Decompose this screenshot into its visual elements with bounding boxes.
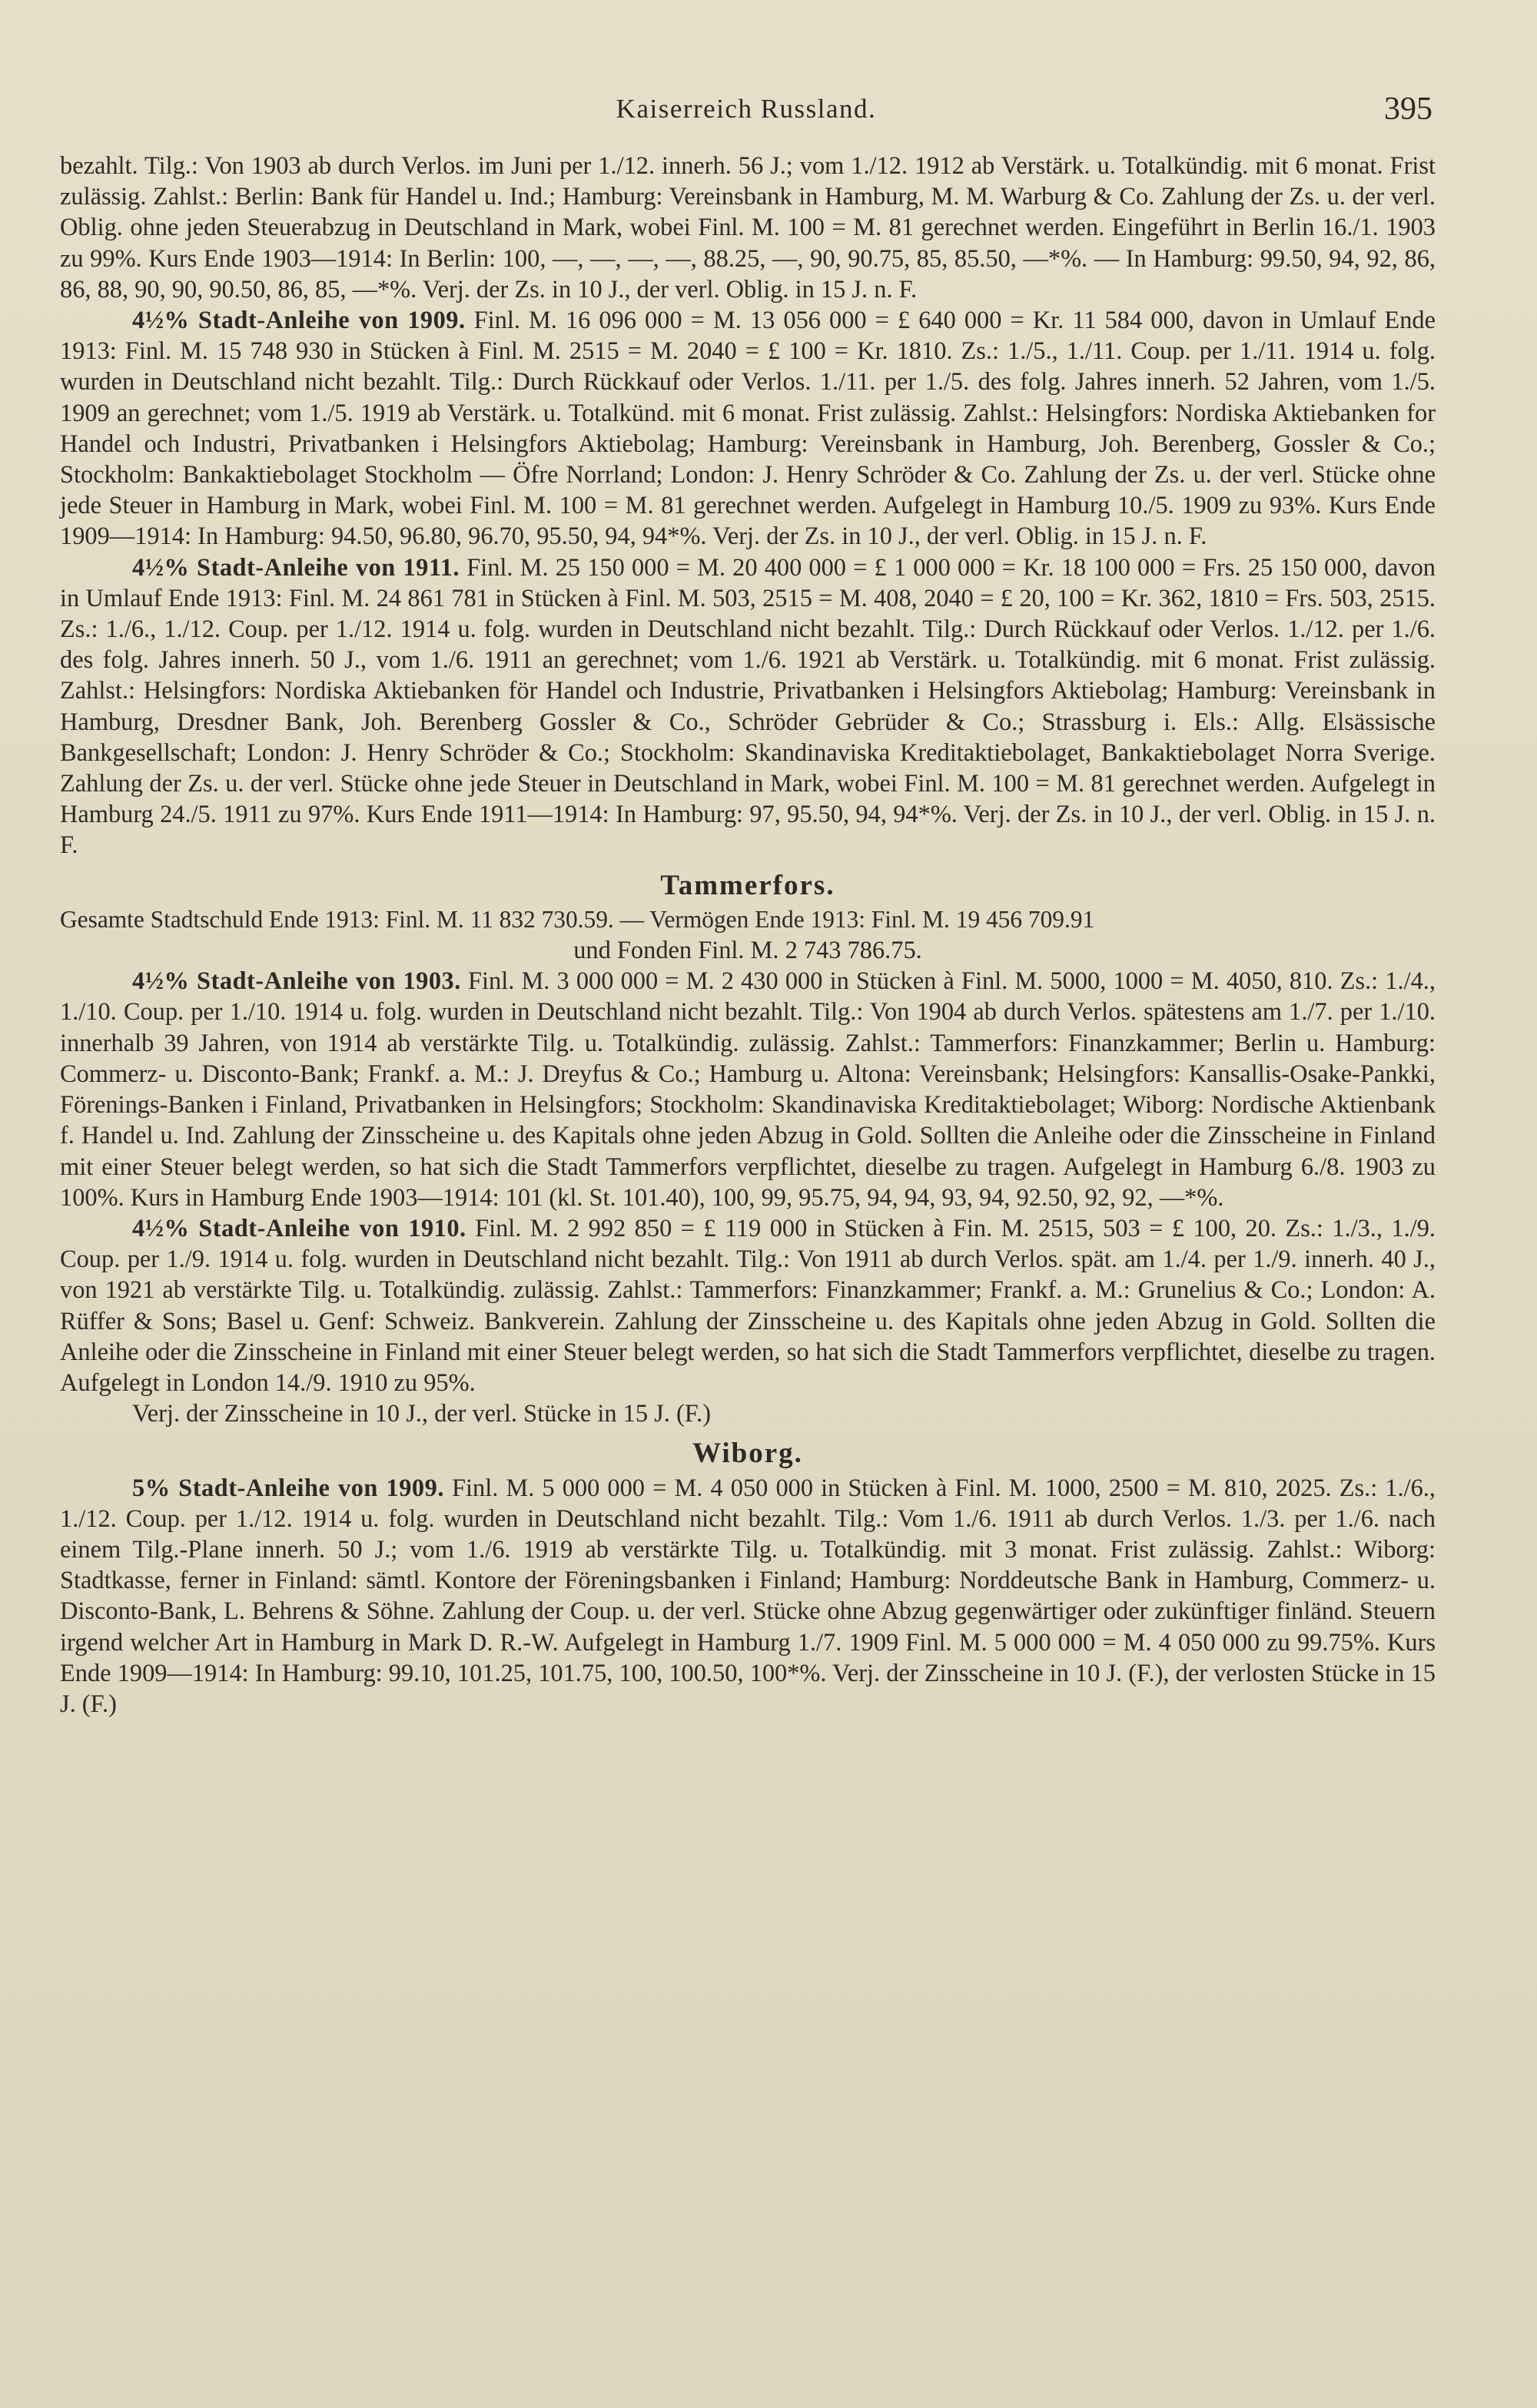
page-body [60, 151, 1436, 1720]
city-heading-tammerfors: Tammerfors. [660, 869, 835, 901]
helsingfors-loan-1909 [60, 305, 1436, 552]
loan-text: Finl. M. 5 000 000 = M. 4 050 000 in Stücken à Finl. M. 1000, 2500 = M. 810, 2025. Zs.: 1./6., 1./12. Coup. per 1./12. 1914 u. folg. wurden in Deutschland nicht bezahlt. Tilg.: Vom 1./6. 1911 ab durch Verlos. 1./3. per 1./6. nach einem Tilg.-Plane innerh. 50 J.; vom 1./6. 1919 ab verstärkte Tilg. u. Totalkündig. mit 3 monat. Frist zulässig. Zahlst.: Wiborg: Stadtkasse, ferner in Finland: sämtl. Kontore der Föreningsbanken i Finland; Hamburg: Norddeutsche Bank in Hamburg, Commerz- u. Disconto-Bank, L. Behrens & Söhne. Zahlung der Coup. u. der verl. Stücke ohne Abzug gegenwärtiger oder zukünftiger finländ. Steuern irgend welcher Art in Hamburg in Mark D. R.-W. Aufgelegt in Hamburg 1./7. 1909 Finl. M. 5 000 000 = M. 4 050 000 zu 99.75%. Kurs Ende 1909—1914: In Hamburg: 99.10, 101.25, 101.75, 100, 100.50, 100*%. Verj. der Zinsscheine in 10 J. (F.), der verlosten Stücke in 15 J. (F.) [60, 1474, 1436, 1718]
loan-title: 4½% Stadt-Anleihe von 1909. [132, 307, 466, 335]
tammerfors-debt-line: Gesamte Stadtschuld Ende 1913: Finl. M. 11 832 730.59. — Vermögen Ende 1913: Finl. M. 19 456 709.91 [60, 905, 1095, 933]
page-header [60, 91, 1432, 137]
tammerfors-loan-1910 [60, 1213, 1436, 1398]
tammerfors-fonds-line: und Fonden Finl. M. 2 743 786.75. [573, 937, 922, 965]
tammerfors-loan-1903 [60, 966, 1436, 1213]
helsingfors-loan-1911 [60, 552, 1436, 861]
tammerfors-verjaehrung: Verj. der Zinsscheine in 10 J., der verl. Stücke in 15 J. (F.) [132, 1400, 712, 1428]
continuation-paragraph: bezahlt. Tilg.: Von 1903 ab durch Verlos. im Juni per 1./12. innerh. 56 J.; vom 1./12. 1912 ab Verstärk. u. Totalkündig. mit 6 monat. Frist zulässig. Zahlst.: Berlin: Bank für Handel u. Ind.; Hamburg: Vereinsbank in Hamburg, M. M. Warburg & Co. Zahlung der Zs. u. der verl. Oblig. ohne jeden Steuerabzug in Deutschland in Mark, wobei Finl. M. 100 = M. 81 gerechnet werden. Eingeführt in Berlin 16./1. 1903 zu 99%. Kurs Ende 1903—1914: In Berlin: 100, —, —, —, —, 88.25, —, 90, 90.75, 85, 85.50, —*%. — In Hamburg: 99.50, 94, 92, 86, 86, 88, 90, 90, 90.50, 86, 85, —*%. Verj. der Zs. in 10 J., der verl. Oblig. in 15 J. n. F. [60, 152, 1436, 303]
city-heading-wiborg: Wiborg. [692, 1438, 803, 1470]
loan-title: 5% Stadt-Anleihe von 1909. [132, 1474, 444, 1502]
loan-text: Finl. M. 16 096 000 = M. 13 056 000 = £ 640 000 = Kr. 11 584 000, davon in Umlauf Ende 1913: Finl. M. 15 748 930 in Stücken à Finl. M. 2515 = M. 2040 = £ 100 = Kr. 1810. Zs.: 1./5., 1./11. Coup. per 1./11. 1914 u. folg. wurden in Deutschland nicht bezahlt. Tilg.: Durch Rückkauf oder Verlos. 1./11. per 1./5. des folg. Jahres innerh. 52 Jahren, vom 1./5. 1909 an gerechnet; vom 1./5. 1919 ab Verstärk. u. Totalkünd. mit 6 monat. Frist zulässig. Zahlst.: Helsingfors: Nordiska Aktiebanken for Handel och Industri, Privatbanken i Helsingfors Aktiebolag; Hamburg: Vereinsbank in Hamburg, Joh. Berenberg, Gossler & Co.; Stockholm: Bankaktiebolaget Stockholm — Öfre Norrland; London: J. Henry Schröder & Co. Zahlung der Zs. u. der verl. Stücke ohne jede Steuer in Hamburg in Mark, wobei Finl. M. 100 = M. 81 gerechnet werden. Aufgelegt in Hamburg 10./5. 1909 zu 93%. Kurs Ende 1909—1914: In Hamburg: 94.50, 96.80, 96.70, 95.50, 94, 94*%. Verj. der Zs. in 10 J., der verl. Oblig. in 15 J. n. F. [60, 307, 1436, 551]
loan-title: 4½% Stadt-Anleihe von 1910. [132, 1214, 466, 1242]
wiborg-loan-1909 [60, 1473, 1436, 1720]
loan-text: Finl. M. 2 992 850 = £ 119 000 in Stücken à Fin. M. 2515, 503 = £ 100, 20. Zs.: 1./3., 1./9. Coup. per 1./9. 1914 u. folg. wurden in Deutschland nicht bezahlt. Tilg.: Von 1911 ab durch Verlos. spät. am 1./4. per 1./9. innerh. 40 J., von 1921 ab verstärkte Tilg. u. Totalkündig. zulässig. Zahlst.: Tammerfors: Finanzkammer; Frankf. a. M.: Grunelius & Co.; London: A. Rüffer & Sons; Basel u. Genf: Schweiz. Bankverein. Zahlung der Zinsscheine u. des Kapitals ohne jeden Abzug in Gold. Sollten die Anleihe oder die Zinsscheine in Finland mit einer Steuer belegt werden, so hat sich die Stadt Tammerfors verpflichtet, dieselbe zu tragen. Aufgelegt in London 14./9. 1910 zu 95%. [60, 1214, 1436, 1397]
page-number: 395 [1384, 91, 1432, 127]
loan-text: Finl. M. 25 150 000 = M. 20 400 000 = £ 1 000 000 = Kr. 18 100 000 = Frs. 25 150 000, davon in Umlauf Ende 1913: Finl. M. 24 861 781 in Stücken à Finl. M. 503, 2515 = M. 408, 2040 = £ 20, 100 = Kr. 362, 1810 = Frs. 503, 2515. Zs.: 1./6., 1./12. Coup. per 1./12. 1914 u. folg. wurden in Deutschland nicht bezahlt. Tilg.: Durch Rückkauf oder Verlos. 1./12. per 1./6. des folg. Jahres innerh. 50 J., vom 1./6. 1911 an gerechnet; vom 1./6. 1921 ab Verstärk. u. Totalkündig. mit 6 monat. Frist zulässig. Zahlst.: Helsingfors: Nordiska Aktiebanken för Handel och Industrie, Privatbanken i Helsingfors Aktiebolag; Hamburg: Vereinsbank in Hamburg, Dresdner Bank, Joh. Berenberg Gossler & Co., Schröder Gebrüder & Co.; Strassburg i. Els.: Allg. Elsässische Bankgesellschaft; London: J. Henry Schröder & Co.; Stockholm: Skandinaviska Kreditaktiebolaget, Bankaktiebolaget Norra Sverige. Zahlung der Zs. u. der verl. Stücke ohne jede Steuer in Deutschland in Mark, wobei Finl. M. 100 = M. 81 gerechnet werden. Aufgelegt in Hamburg 24./5. 1911 zu 97%. Kurs Ende 1911—1914: In Hamburg: 97, 95.50, 94, 94*%. Verj. der Zs. in 10 J., der verl. Oblig. in 15 J. n. F. [60, 553, 1436, 860]
loan-title: 4½% Stadt-Anleihe von 1903. [132, 967, 461, 996]
loan-text: Finl. M. 3 000 000 = M. 2 430 000 in Stücken à Finl. M. 5000, 1000 = M. 4050, 810. Zs.: 1./4., 1./10. Coup. per 1./10. 1914 u. folg. wurden in Deutschland nicht bezahlt. Tilg.: Von 1904 ab durch Verlos. spätestens am 1./7. per 1./10. innerhalb 39 Jahren, von 1914 ab verstärkte Tilg. u. Totalkündig. zulässig. Zahlst.: Tammerfors: Finanzkammer; Berlin u. Hamburg: Commerz- u. Disconto-Bank; Frankf. a. M.: J. Dreyfus & Co.; Hamburg u. Altona: Vereinsbank; Helsingfors: Kansallis-Osake-Pankki, Förenings-Banken i Finland, Privatbanken in Helsingfors; Stockholm: Skandinaviska Kreditaktiebolaget; Wiborg: Nordische Aktienbank f. Handel u. Ind. Zahlung der Zinsscheine u. des Kapitals ohne jeden Abzug in Gold. Sollten die Anleihe oder die Zinsscheine in Finland mit einer Steuer belegt werden, so hat sich die Stadt Tammerfors verpflichtet, dieselbe zu tragen. Aufgelegt in Hamburg 6./8. 1903 zu 100%. Kurs in Hamburg Ende 1903—1914: 101 (kl. St. 101.40), 100, 99, 95.75, 94, 94, 93, 94, 92.50, 92, 92, —*%. [60, 967, 1436, 1212]
loan-title: 4½% Stadt-Anleihe von 1911. [132, 553, 460, 582]
running-title: Kaiserreich Russland. [616, 94, 877, 124]
